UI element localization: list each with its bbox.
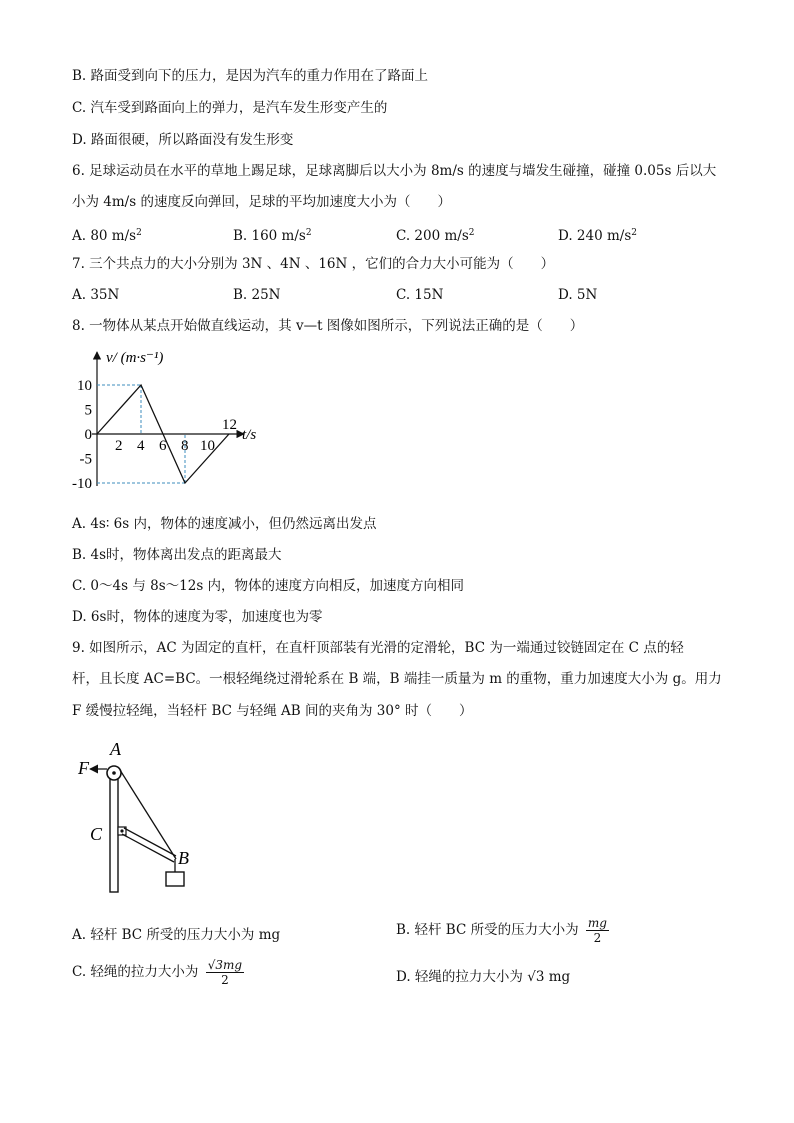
q7-option-b: B. 25N — [233, 287, 281, 303]
label-f: F — [78, 758, 89, 778]
q9-option-d: D. 轻绳的拉力大小为 √3 mg — [396, 969, 571, 985]
x-axis-label: t/s — [242, 427, 257, 443]
q7-option-a: A. 35N — [72, 287, 120, 303]
y-tick-label: -10 — [72, 476, 92, 492]
y-tick-label: -5 — [79, 451, 92, 468]
q9-option-b: B. 轻杆 BC 所受的压力大小为 $\frac{mg}{2}$ — [396, 916, 607, 945]
vt-chart — [72, 346, 272, 506]
q8-option-a: A. 4s∶ 6s 内，物体的速度减小，但仍然远离出发点 — [72, 516, 377, 532]
x-tick-label: 8 — [181, 438, 189, 454]
x-tick-label: 4 — [137, 438, 145, 454]
q6-option-d: D. 240 $m/s^2$ — [558, 228, 637, 244]
q6-option-c: C. 200 $m/s^2$ — [396, 228, 475, 244]
q7-option-c: C. 15N — [396, 287, 444, 303]
q6-option-a: A. 80 $m/s^2$ — [72, 228, 142, 244]
y-tick-label: 0 — [84, 427, 92, 443]
y-tick-label: 10 — [77, 378, 92, 394]
q8-option-d: D. 6s时，物体的速度为零，加速度也为零 — [72, 609, 323, 625]
q9-option-a: A. 轻杆 BC 所受的压力大小为 mg — [72, 927, 281, 943]
weight-block — [166, 872, 184, 886]
q9-stem-line1: 9. 如图所示，AC 为固定的直杆，在直杆顶部装有光滑的定滑轮，BC 为一端通过铰链固定在 C 点的轻 — [72, 640, 684, 656]
rod-bc — [124, 828, 176, 856]
rod-ac — [110, 776, 118, 892]
q6-stem-line2: 小为 4m/s 的速度反向弹回，足球的平均加速度大小为（ ） — [72, 194, 451, 210]
x-tick-label: 2 — [115, 438, 123, 454]
x-tick-label: 10 — [200, 438, 215, 454]
rope-ab — [120, 770, 176, 859]
q8-option-c: C. 0～4s 与 8s～12s 内，物体的速度方向相反，加速度方向相同 — [72, 578, 465, 594]
q9-stem-line3: F 缓慢拉轻绳，当轻杆 BC 与轻绳 AB 间的夹角为 30° 时（ ） — [72, 703, 473, 719]
x-tick-label: 6 — [159, 438, 167, 454]
q6-stem-line1: 6. 足球运动员在水平的草地上踢足球，足球离脚后以大小为 8m/s 的速度与墙发生碰撞，碰撞 0.05s 后以大 — [72, 163, 717, 179]
q8-option-b: B. 4s时，物体离出发点的距离最大 — [72, 547, 282, 563]
q7-option-d: D. 5N — [558, 287, 598, 303]
q9-stem-line2: 杆，且长度 AC=BC。一根轻绳绕过滑轮系在 B 端，B 端挂一质量为 m 的重物，重力加速度大小为 g。用力 — [72, 671, 722, 687]
q5-option-c: C. 汽车受到路面向上的弹力，是汽车发生形变产生的 — [72, 100, 388, 116]
q9-option-c: C. 轻绳的拉力大小为 $\frac{√3mg}{2}$ — [72, 958, 243, 987]
q8-stem: 8. 一物体从某点开始做直线运动，其 v—t 图像如图所示，下列说法正确的是（ ） — [72, 318, 584, 334]
q5-option-d: D. 路面很硬，所以路面没有发生形变 — [72, 132, 294, 148]
label-b: B — [178, 848, 189, 868]
q6-option-b: B. 160 $m/s^2$ — [233, 228, 312, 244]
y-axis-label: v/ (m·s⁻¹) — [106, 350, 164, 366]
q5-option-b: B. 路面受到向下的压力，是因为汽车的重力作用在了路面上 — [72, 68, 429, 84]
label-a: A — [110, 739, 121, 759]
y-tick-label: 5 — [84, 402, 92, 419]
q7-stem: 7. 三个共点力的大小分别为 3N 、4N 、16N ，它们的合力大小可能为（ ） — [72, 256, 555, 272]
label-c: C — [90, 824, 103, 844]
pulley-rod-diagram — [72, 738, 222, 898]
x-tick-label: 12 — [222, 417, 237, 433]
